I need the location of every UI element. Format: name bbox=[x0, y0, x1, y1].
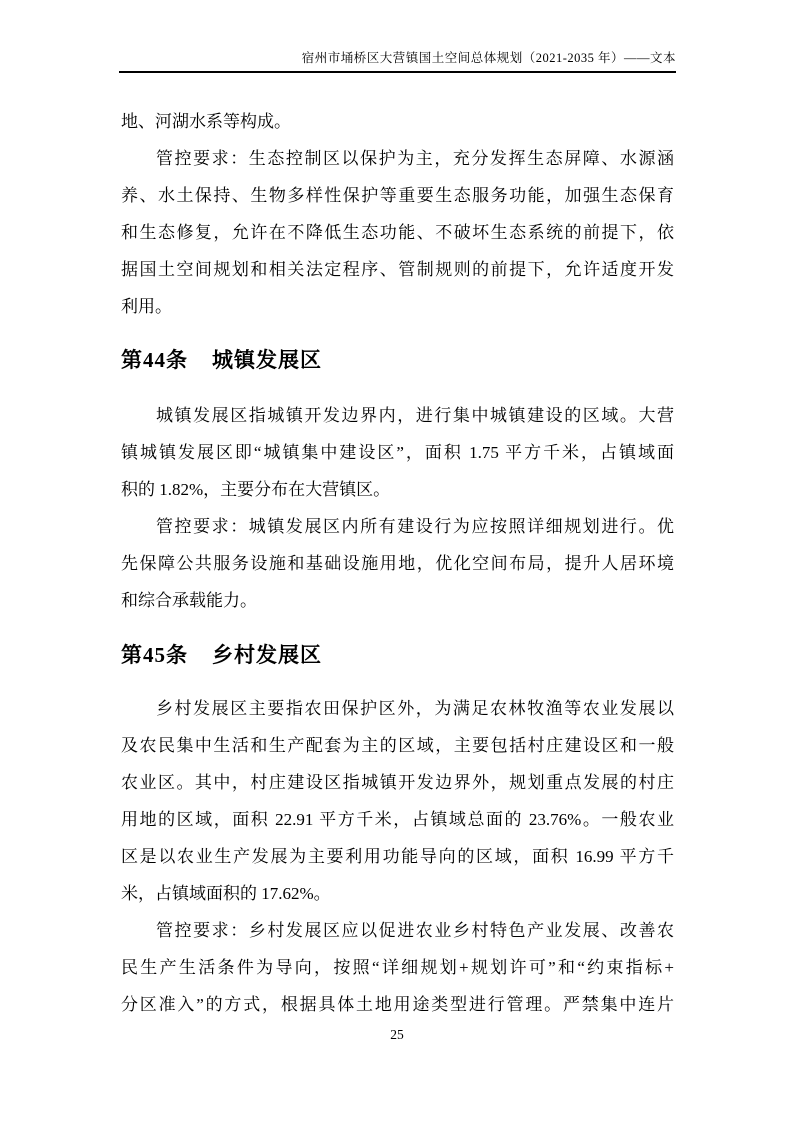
text-line: 和生态修复，允许在不降低生态功能、不破坏生态系统的前提下，依 bbox=[121, 223, 674, 242]
header-title: 宿州市埇桥区大营镇国土空间总体规划（2021-2035 年）——文本 bbox=[301, 51, 676, 65]
text-line: 据国土空间规划和相关法定程序、管制规则的前提下，允许适度开发 bbox=[121, 260, 674, 279]
page-footer bbox=[0, 1026, 794, 1044]
paragraph-rural-development-zone bbox=[121, 690, 674, 912]
article-title: 城镇发展区 bbox=[212, 348, 322, 372]
document-body bbox=[121, 103, 674, 1023]
paragraph-ecological-zone-continued bbox=[121, 103, 674, 140]
text-line: 农业区。其中，村庄建设区指城镇开发边界外，规划重点发展的村庄 bbox=[121, 773, 674, 792]
text-line: 地、河湖水系等构成。 bbox=[121, 112, 291, 131]
section-heading-article-45 bbox=[121, 640, 674, 670]
text-line: 管控要求：生态控制区以保护为主，充分发挥生态屏障、水源涵 bbox=[156, 149, 674, 168]
text-line: 管控要求：城镇发展区内所有建设行为应按照详细规划进行。优 bbox=[156, 517, 674, 536]
text-line: 米，占镇域面积的 17.62%。 bbox=[121, 884, 331, 903]
article-title: 乡村发展区 bbox=[212, 643, 322, 667]
text-line: 和综合承载能力。 bbox=[121, 591, 257, 610]
text-line: 民生产生活条件为导向，按照“详细规划+规划许可”和“约束指标+ bbox=[121, 958, 674, 977]
text-line: 利用。 bbox=[121, 297, 172, 316]
text-line: 管控要求：乡村发展区应以促进农业乡村特色产业发展、改善农 bbox=[156, 921, 674, 940]
article-number: 第45条 bbox=[121, 643, 188, 667]
paragraph-rural-control-requirements bbox=[121, 912, 674, 1023]
text-line: 积的 1.82%，主要分布在大营镇区。 bbox=[121, 480, 391, 499]
text-line: 先保障公共服务设施和基础设施用地，优化空间布局，提升人居环境 bbox=[121, 554, 674, 573]
text-line: 乡村发展区主要指农田保护区外，为满足农林牧渔等农业发展以 bbox=[156, 699, 674, 718]
text-line: 用地的区域，面积 22.91 平方千米，占镇域总面的 23.76%。一般农业 bbox=[121, 810, 674, 829]
paragraph-urban-control-requirements bbox=[121, 508, 674, 619]
paragraph-ecological-control-requirements bbox=[121, 140, 674, 325]
paragraph-urban-development-zone bbox=[121, 397, 674, 508]
text-line: 区是以农业生产发展为主要利用功能导向的区域，面积 16.99 平方千 bbox=[121, 847, 674, 866]
text-line: 镇城镇发展区即“城镇集中建设区”，面积 1.75 平方千米，占镇域面 bbox=[121, 443, 674, 462]
page-number: 25 bbox=[390, 1027, 404, 1042]
page-header bbox=[119, 50, 676, 73]
text-line: 及农民集中生活和生产配套为主的区域，主要包括村庄建设区和一般 bbox=[121, 736, 674, 755]
text-line: 分区准入”的方式，根据具体土地用途类型进行管理。严禁集中连片 bbox=[121, 995, 674, 1014]
article-number: 第44条 bbox=[121, 348, 188, 372]
section-heading-article-44 bbox=[121, 345, 674, 375]
text-line: 城镇发展区指城镇开发边界内，进行集中城镇建设的区域。大营 bbox=[156, 406, 674, 425]
text-line: 养、水土保持、生物多样性保护等重要生态服务功能，加强生态保育 bbox=[121, 186, 674, 205]
